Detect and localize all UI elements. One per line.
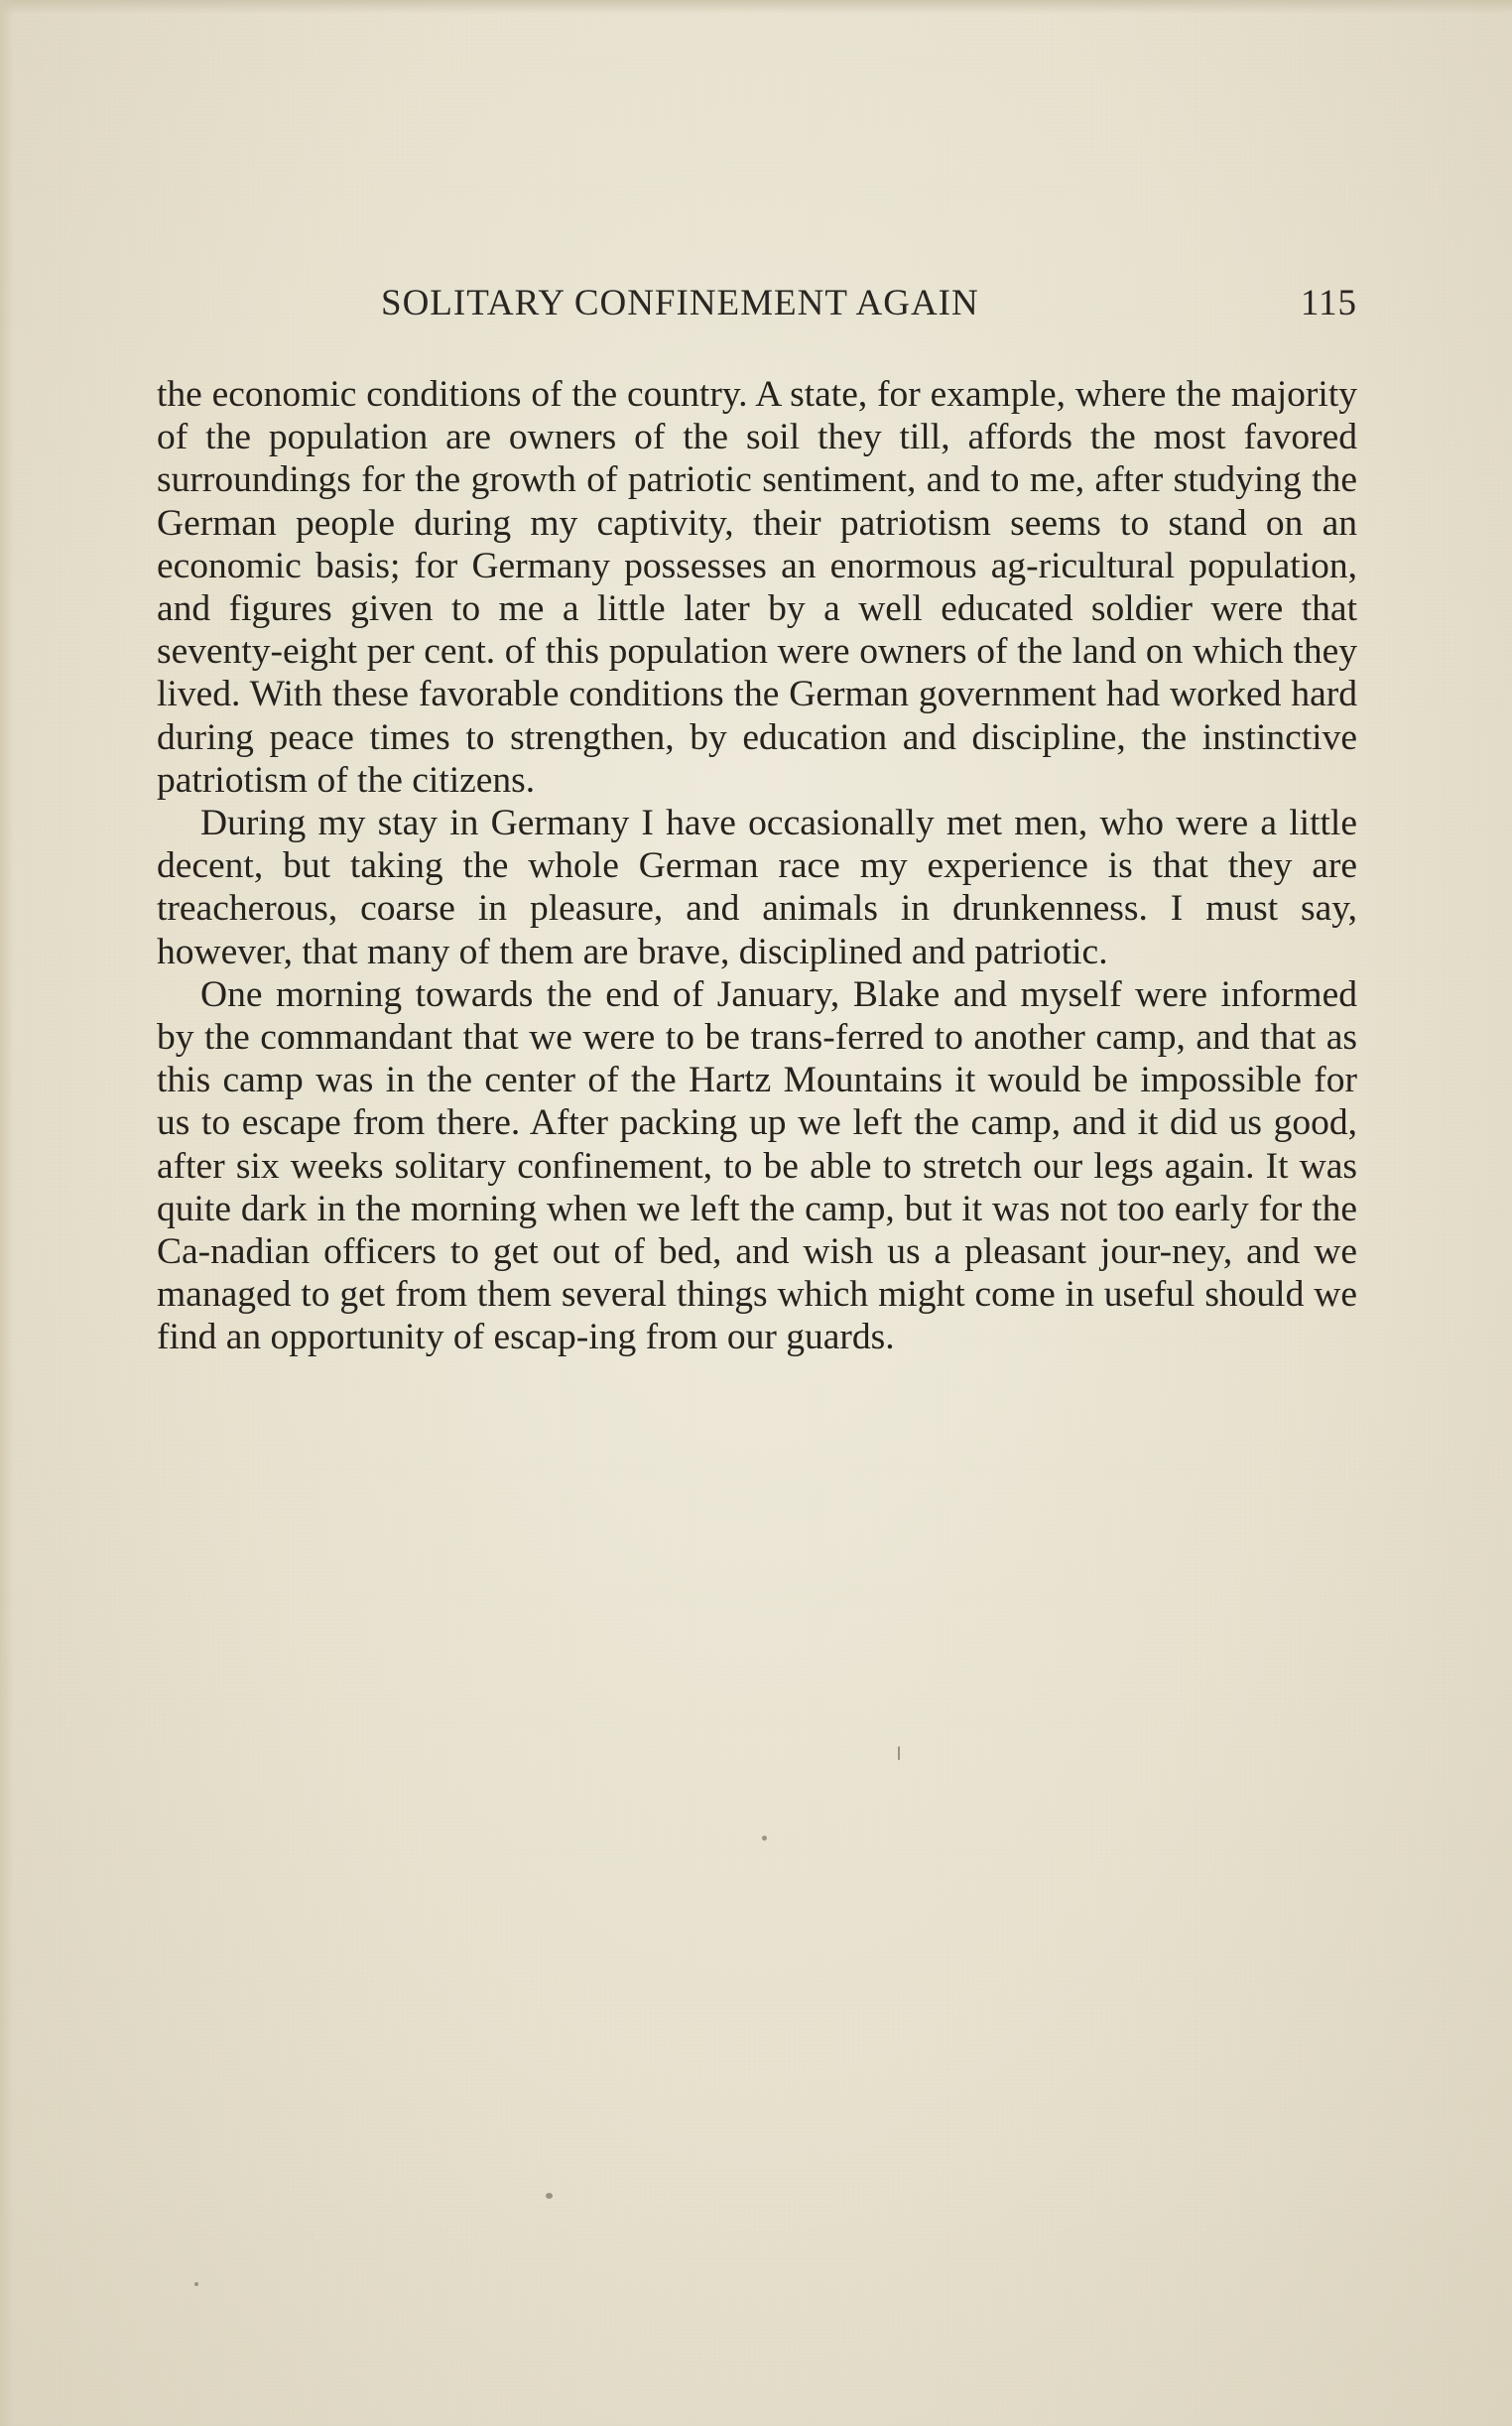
paper-speck: [762, 1836, 767, 1841]
paragraph-2: During my stay in Germany I have occasionally met men, who were a little decent, but taking the whole German race my experience is that they are treacherous, coarse in pleasure, and animals in drunkenness. I must say, however, that many of them are brave, disciplined and patriotic.: [157, 803, 1357, 972]
paper-speck: [898, 1746, 900, 1760]
page-number: 115: [1300, 283, 1357, 323]
page-left-edge-shadow: [0, 0, 14, 2426]
body-text: [157, 373, 1357, 1359]
running-head: [157, 270, 1357, 329]
paragraph-1: the economic conditions of the country. A state, for example, where the majority of the population are owners of the soil they till, affords the most favored surroundings for the growth of patriotic sentiment, and to me, after studying the German people during my captivity, their patriotism seems to stand on an economic basis; for Germany possesses an enormous ag-ricultural population, and figures given to me a little later by a well educated soldier were that seventy-eight per cent. of this population were owners of the land on which they lived. With these favorable conditions the German government had worked hard during peace times to strengthen, by education and discipline, the instinctive patriotism of the citizens.: [157, 374, 1357, 801]
page-top-edge-shadow: [0, 0, 1512, 14]
paragraph-3: One morning towards the end of January, Blake and myself were informed by the commandant that we were to be trans-ferred to another camp, and that as this camp was in the center of the Hartz Mountains it would be impossible for us to escape from there. After packing up we left the camp, and it did us good, after six weeks solitary confinement, to be able to stretch our legs again. It was quite dark in the morning when we left the camp, but it was not too early for the Ca-nadian officers to get out of bed, and wish us a pleasant jour-ney, and we managed to get from them several things which might come in useful should we find an opportunity of escap-ing from our guards.: [157, 973, 1357, 1358]
paper-speck: [194, 2282, 198, 2286]
running-title: SOLITARY CONFINEMENT AGAIN: [381, 283, 979, 323]
paper-speck: [546, 2193, 553, 2199]
